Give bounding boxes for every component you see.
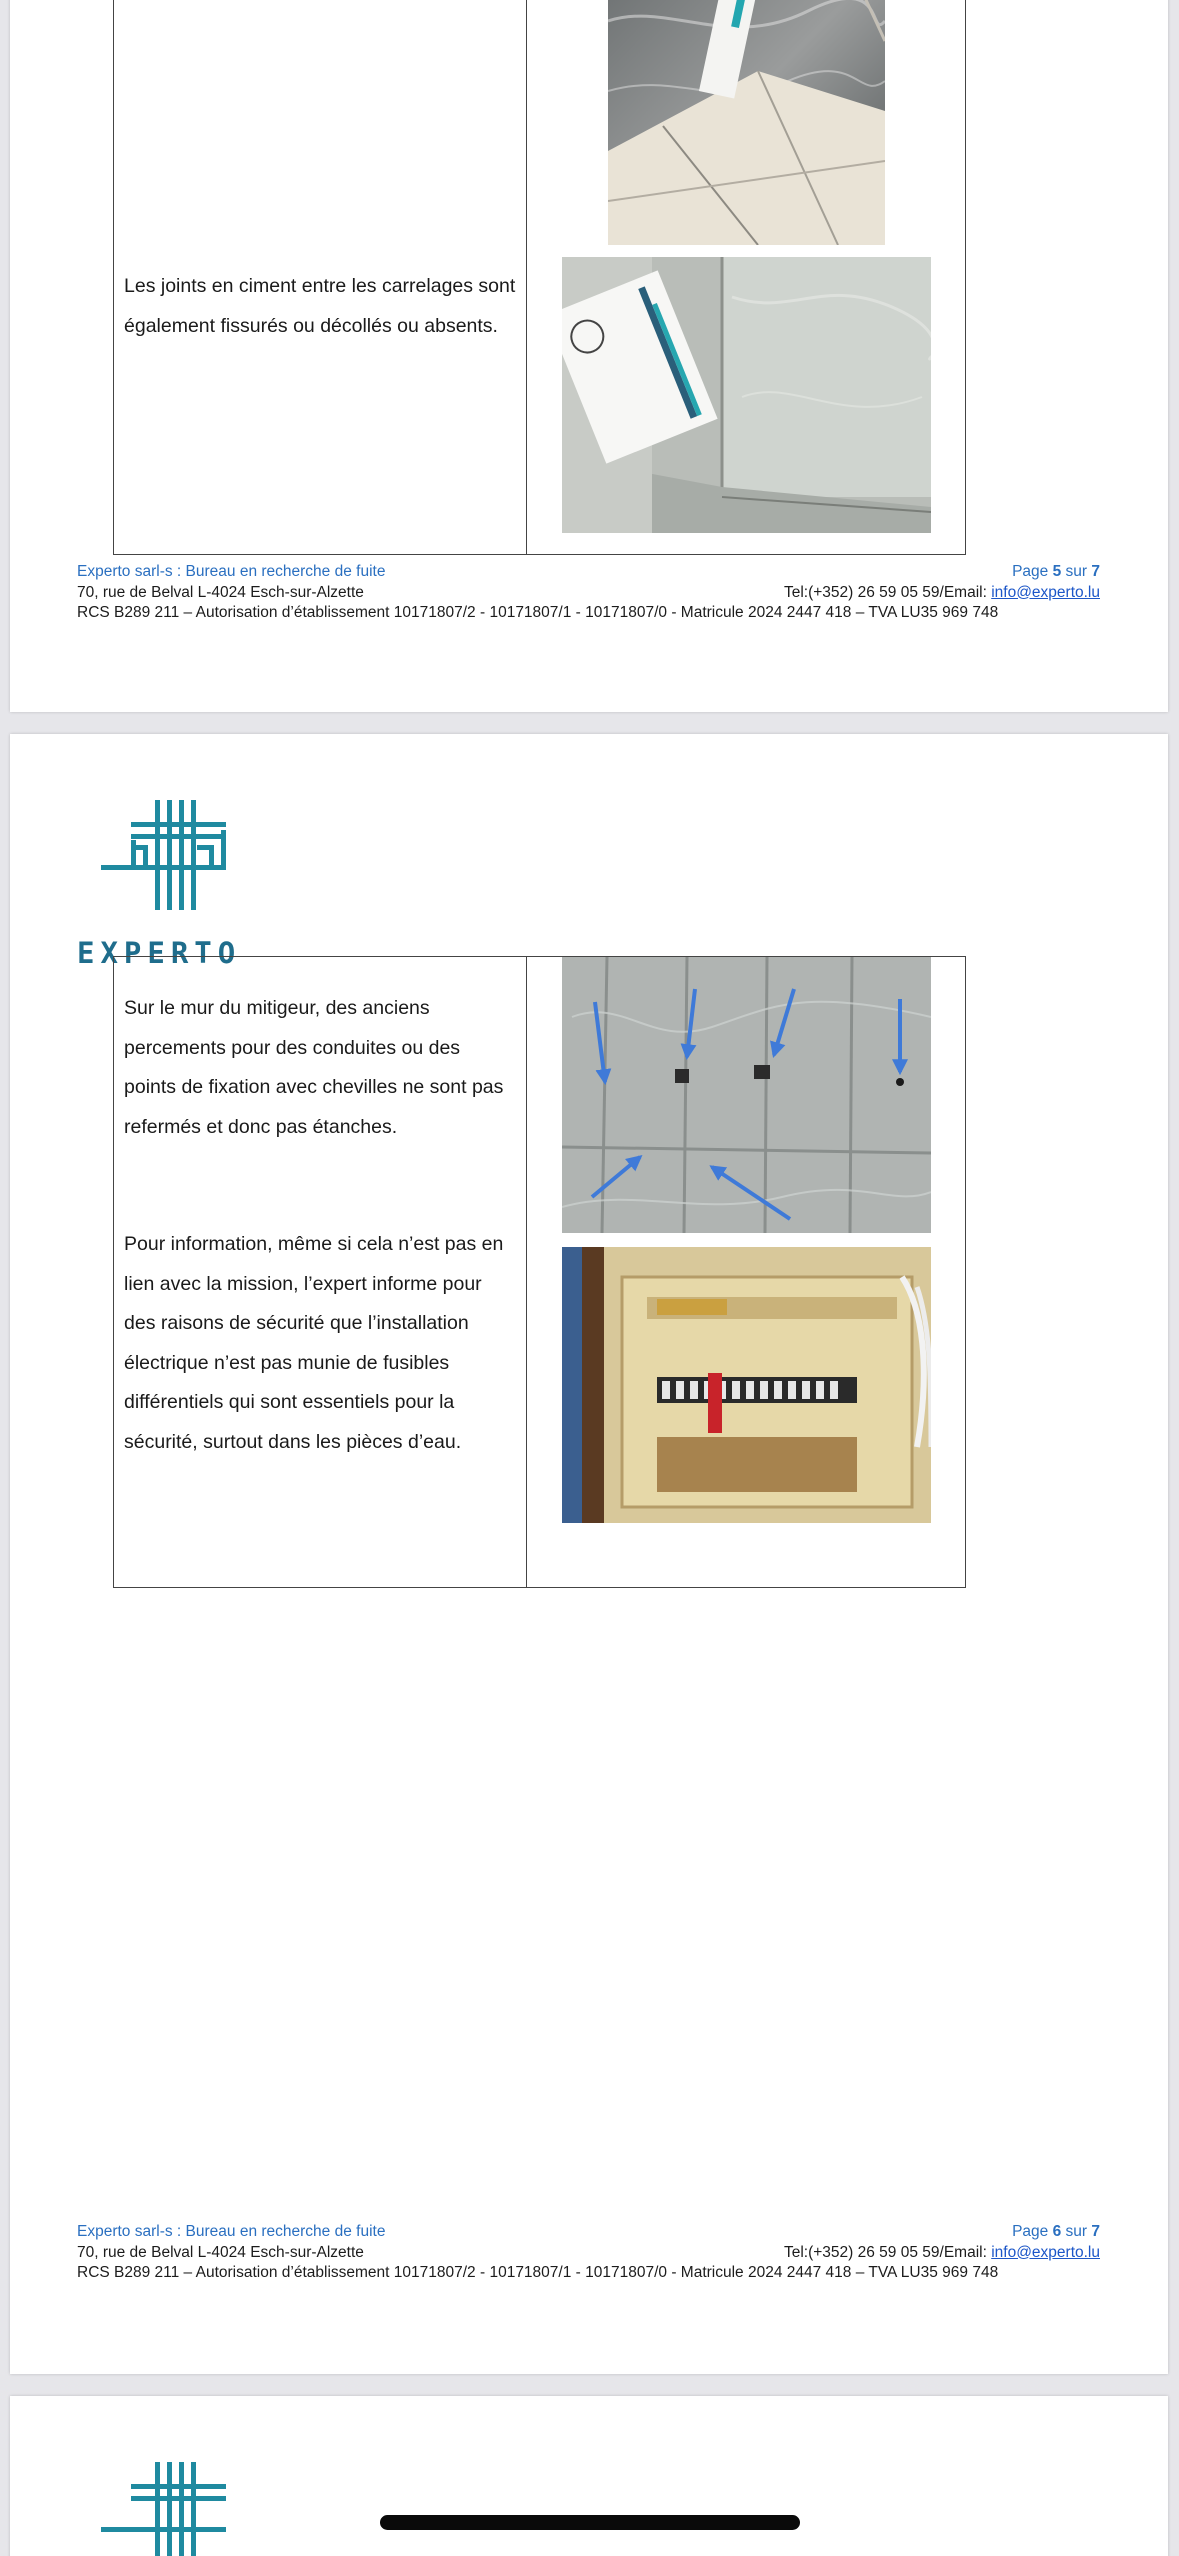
page-footer [77,562,1100,624]
current-page: 6 [1052,2223,1062,2240]
page-word: Page [1012,2223,1053,2240]
current-page: 5 [1052,563,1062,580]
tile-joints-text: Les joints en ciment entre les carrelages sont également fissurés ou décollés ou absents. [124,275,516,337]
tile-corner-with-card-photo [562,257,931,533]
footer-legal: RCS B289 211 – Autorisation d’établissement 10171807/2 - 10171807/1 - 10171807/0 - Matricule 2024 2447 418 – TVA LU35 969 748 [77,2264,999,2281]
page-word: Page [1012,563,1053,580]
footer-page-number [1012,2222,1100,2243]
experto-logo-icon [101,2462,251,2556]
document-page-5 [10,0,1168,712]
table-photo-cell [528,0,965,554]
footer-contact [784,2243,1100,2264]
email-link[interactable]: info@experto.lu [991,583,1100,601]
document-page-7 [10,2396,1168,2556]
total-pages: 7 [1091,563,1100,580]
footer-legal: RCS B289 211 – Autorisation d’établissement 10171807/2 - 10171807/1 - 10171807/0 - Matricule 2024 2447 418 – TVA LU35 969 748 [77,604,999,621]
experto-logo-icon [101,800,251,925]
experto-logo [77,2462,257,2556]
footer-page-number [1012,562,1100,583]
experto-wordmark: EXPERTO [77,936,242,970]
cracked-tile-joint-photo [608,0,885,245]
page-footer [77,2222,1100,2284]
experto-logo [77,800,257,970]
wall-holes-text: Sur le mur du mitigeur, des anciens percements pour des conduites ou des points de fixation avec chevilles ne sont pas refermés et donc pas étanches. [124,997,504,1138]
table-photo-cell [528,957,965,1587]
report-table [113,0,966,555]
footer-company: Experto sarl-s : Bureau en recherche de fuite [77,2223,386,2240]
footer-address: 70, rue de Belval L-4024 Esch-sur-Alzette [77,583,364,601]
total-pages: 7 [1091,2223,1100,2240]
email-link[interactable]: info@experto.lu [991,2243,1100,2261]
footer-contact [784,583,1100,604]
table-text-cell [114,957,527,1587]
footer-company: Experto sarl-s : Bureau en recherche de fuite [77,563,386,580]
footer-address: 70, rue de Belval L-4024 Esch-sur-Alzette [77,2243,364,2261]
footer-tel: Tel:(+352) 26 59 05 59/Email: [783,583,992,601]
table-text-cell [114,0,527,554]
report-table [113,956,966,1588]
of-word: sur [1061,563,1092,580]
footer-tel: Tel:(+352) 26 59 05 59/Email: [783,2243,992,2261]
of-word: sur [1061,2223,1092,2240]
electrical-fuse-box-photo [562,1247,931,1523]
electrical-safety-text: Pour information, même si cela n’est pas en lien avec la mission, l’expert informe pour des raisons de sécurité que l’installation électrique n’est pas munie de fusibles différentiels qui sont essentiels pour la sécurité, surtout dans les pièces d’eau. [124,1233,504,1453]
tiled-wall-holes-with-arrows-photo [562,957,931,1233]
document-page-6 [10,734,1168,2374]
home-indicator[interactable] [380,2515,800,2530]
